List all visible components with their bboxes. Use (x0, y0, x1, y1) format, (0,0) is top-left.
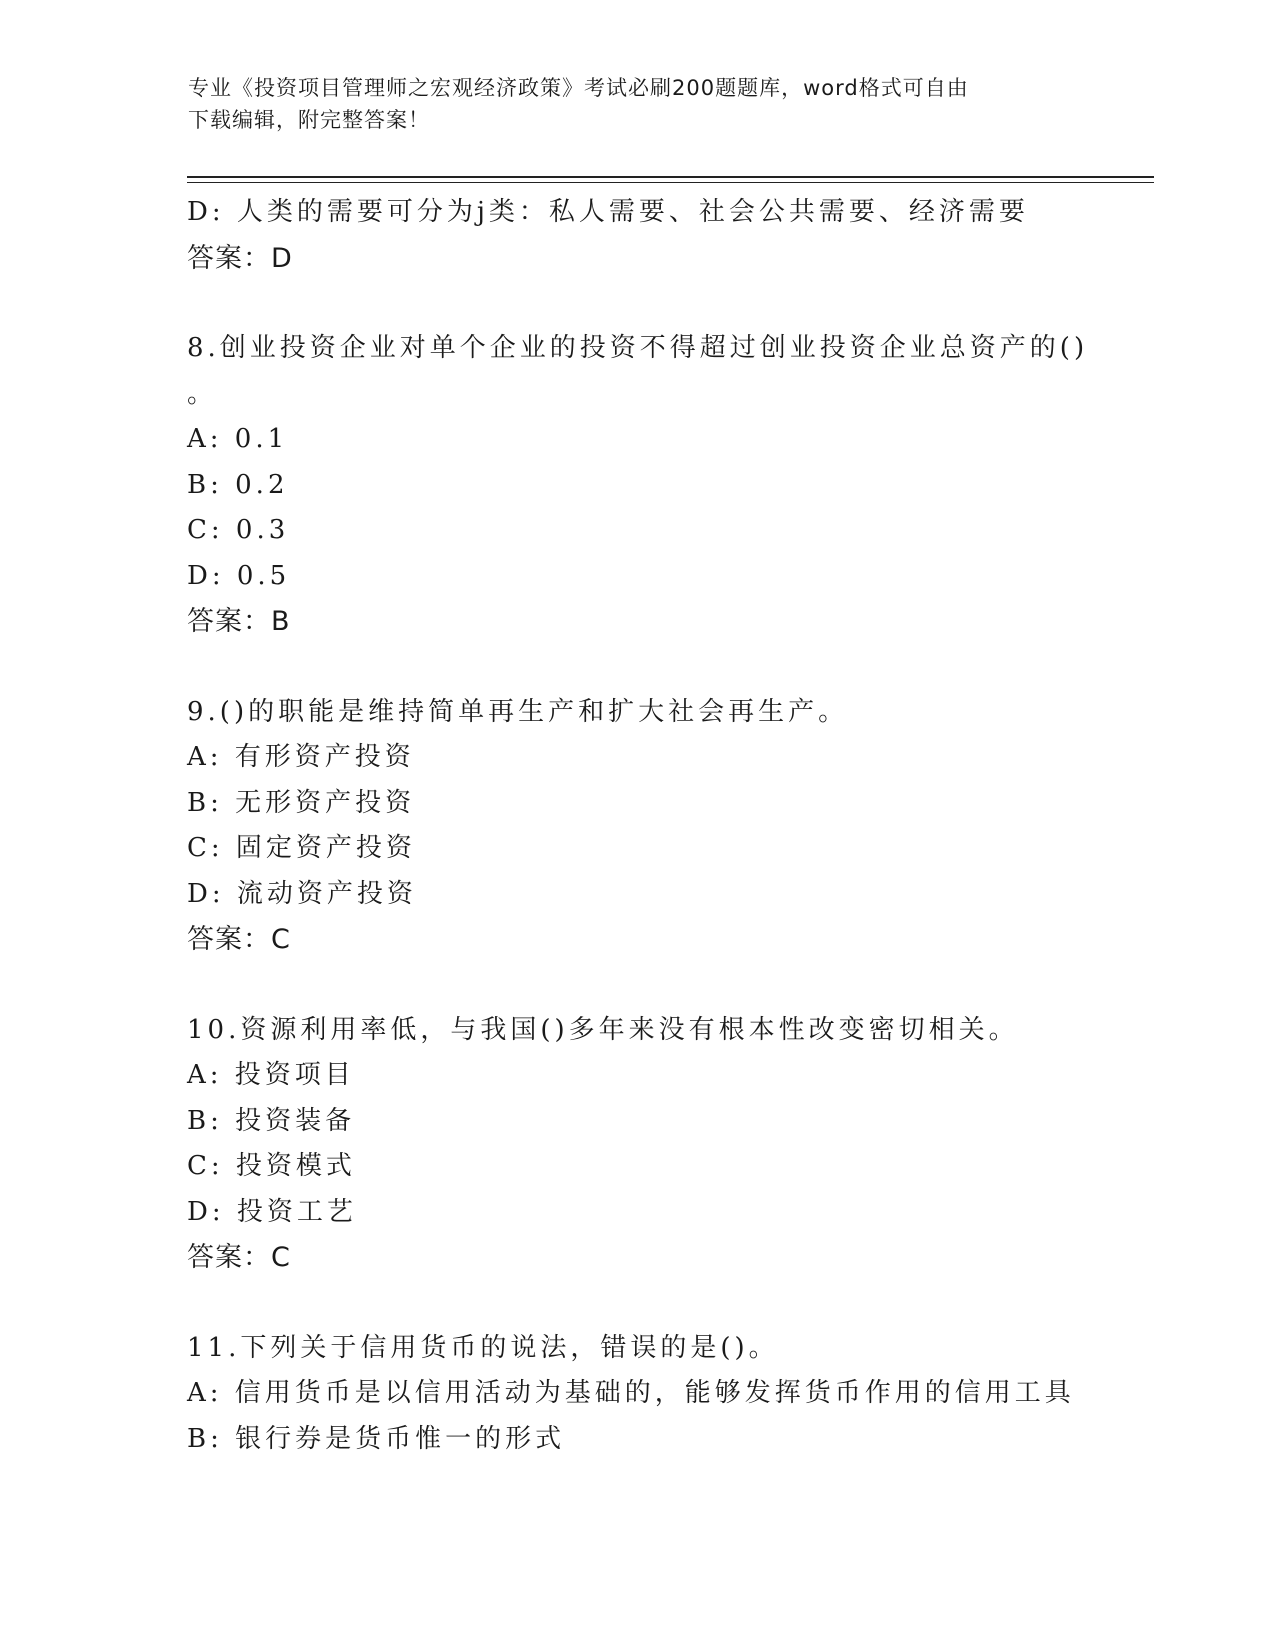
question-10-stem: 10.资源利用率低，与我国()多年来没有根本性改变密切相关。 (187, 1014, 1019, 1045)
question-8-option-a: A: 0.1 (187, 424, 289, 454)
question-8-option-c: C: 0.3 (187, 515, 290, 545)
question-10-option-b: B: 投资装备 (187, 1105, 356, 1136)
question-10 (187, 1008, 1067, 1281)
spacer (187, 645, 1067, 690)
question-8-option-d: D: 0.5 (187, 560, 291, 591)
question-10-option-a: A: 投资项目 (187, 1060, 355, 1090)
question-9-option-a: A: 有形资产投资 (187, 742, 415, 772)
question-8-stem: 8.创业投资企业对单个企业的投资不得超过创业投资企业总资产的() (187, 333, 1089, 363)
header-line-2: 下载编辑，附完整答案！ (188, 108, 430, 132)
header-line-1: 专业《投资项目管理师之宏观经济政策》考试必刷200题题库，word格式可自由 (188, 76, 969, 100)
question-9-answer: 答案：C (187, 924, 291, 955)
question-8-option-b: B: 0.2 (187, 469, 289, 500)
question-8 (187, 326, 1089, 645)
prev-question-answer: 答案：D (187, 242, 293, 274)
question-10-option-d: D: 投资工艺 (187, 1196, 357, 1227)
question-11-option-b: B: 银行券是货币惟一的形式 (187, 1423, 566, 1454)
question-9-stem: 9.()的职能是维持简单再生产和扩大社会再生产。 (187, 696, 849, 727)
question-8-stem-continued: 。 (187, 378, 218, 409)
question-9-option-b: B: 无形资产投资 (187, 787, 416, 818)
question-10-answer: 答案：C (187, 1242, 291, 1273)
question-9 (187, 690, 1067, 963)
question-11-option-a: A: 信用货币是以信用活动为基础的，能够发挥货币作用的信用工具 (187, 1378, 1075, 1408)
question-11 (187, 1326, 1075, 1463)
header-divider-top (187, 176, 1154, 178)
spacer (187, 1281, 1067, 1326)
spacer (187, 963, 1067, 1008)
question-list (187, 190, 1089, 1462)
spacer (187, 281, 1067, 326)
question-9-option-d: D: 流动资产投资 (187, 878, 417, 909)
header-divider-bottom (187, 182, 1154, 183)
prev-question-option-d: D: 人类的需要可分为j类：私人需要、社会公共需要、经济需要 (187, 197, 1029, 227)
question-8-answer: 答案：B (187, 606, 291, 637)
question-10-option-c: C: 投资模式 (187, 1151, 356, 1181)
question-11-stem: 11.下列关于信用货币的说法，错误的是()。 (187, 1332, 779, 1363)
document-header (188, 72, 1068, 136)
question-9-option-c: C: 固定资产投资 (187, 833, 416, 863)
